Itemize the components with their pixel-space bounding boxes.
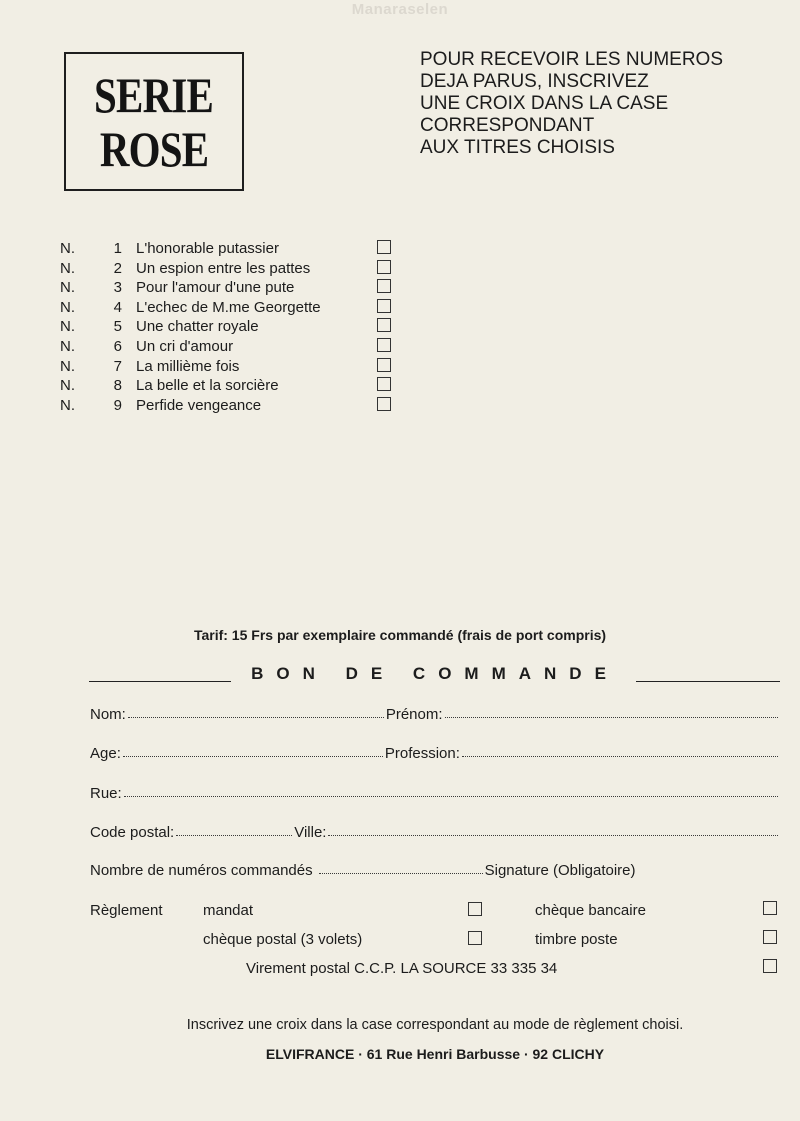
intro-line: UNE CROIX DANS LA CASE bbox=[420, 93, 669, 114]
title-checkbox[interactable] bbox=[377, 338, 391, 352]
title-checkbox[interactable] bbox=[377, 260, 391, 274]
order-form-title: BON DE COMMANDE bbox=[251, 664, 619, 683]
title-number: 6 bbox=[113, 337, 122, 355]
serie-rose-logo bbox=[64, 52, 244, 191]
virement-checkbox[interactable] bbox=[763, 959, 777, 973]
title-name: La belle et la sorcière bbox=[136, 377, 279, 395]
prenom-field[interactable] bbox=[445, 716, 778, 718]
ville-label: Ville: bbox=[294, 824, 327, 841]
age-field[interactable] bbox=[123, 755, 383, 757]
watermark: Manaraselen bbox=[351, 1, 449, 18]
name-row bbox=[90, 706, 780, 723]
timbre-poste-checkbox[interactable] bbox=[763, 930, 777, 944]
intro-line: DEJA PARUS, INSCRIVEZ bbox=[420, 71, 649, 92]
timbre-poste-label: timbre poste bbox=[535, 931, 618, 948]
title-name: Un cri d'amour bbox=[136, 337, 234, 355]
title-checkbox[interactable] bbox=[377, 358, 391, 372]
tarif-text: Tarif: 15 Frs par exemplaire commandé (frais de port compris) bbox=[193, 627, 607, 643]
title-checkbox[interactable] bbox=[377, 318, 391, 332]
title-number: 1 bbox=[113, 240, 122, 257]
signature-label: Signature (Obligatoire) bbox=[484, 862, 636, 879]
title-number: 9 bbox=[113, 396, 122, 414]
title-number: 2 bbox=[113, 259, 122, 277]
title-number: 5 bbox=[113, 318, 122, 336]
mandat-checkbox[interactable] bbox=[468, 902, 482, 916]
title-name: L'honorable putassier bbox=[136, 240, 279, 257]
title-name: Pour l'amour d'une pute bbox=[136, 279, 295, 297]
title-checkbox[interactable] bbox=[377, 240, 391, 254]
footer-instruction: Inscrivez une croix dans la case correspondant au mode de règlement choisi. bbox=[186, 1017, 684, 1033]
title-name: Une chatter royale bbox=[136, 318, 259, 336]
rue-label: Rue: bbox=[90, 785, 122, 802]
rue-row bbox=[90, 785, 780, 802]
title-name: Un espion entre les pattes bbox=[136, 259, 311, 277]
logo-line-1: SERIE bbox=[94, 66, 214, 123]
age-label: Age: bbox=[90, 745, 121, 762]
footer-address: ELVIFRANCE · 61 Rue Henri Barbusse · 92 CLICHY bbox=[265, 1046, 605, 1062]
quantity-row bbox=[90, 862, 780, 879]
intro-text bbox=[420, 49, 723, 159]
title-checkbox[interactable] bbox=[377, 279, 391, 293]
cheque-bancaire-checkbox[interactable] bbox=[763, 901, 777, 915]
title-number: 7 bbox=[113, 357, 122, 375]
logo-line-2: ROSE bbox=[99, 120, 209, 177]
intro-line: CORRESPONDANT bbox=[420, 115, 595, 136]
title-prefix: N. bbox=[60, 357, 75, 375]
ville-field[interactable] bbox=[328, 834, 778, 836]
nombre-field[interactable] bbox=[319, 872, 483, 874]
title-prefix: N. bbox=[60, 240, 75, 257]
prenom-label: Prénom: bbox=[385, 706, 443, 723]
title-checkbox[interactable] bbox=[377, 397, 391, 411]
title-name: La millième fois bbox=[136, 357, 240, 375]
title-name: L'echec de M.me Georgette bbox=[136, 298, 321, 316]
profession-label: Profession: bbox=[384, 745, 460, 762]
nombre-label: Nombre de numéros commandés bbox=[90, 862, 313, 879]
title-prefix: N. bbox=[60, 396, 75, 414]
title-checkbox[interactable] bbox=[377, 299, 391, 313]
title-number: 4 bbox=[113, 298, 122, 316]
nom-field[interactable] bbox=[128, 716, 384, 718]
intro-line: AUX TITRES CHOISIS bbox=[420, 137, 615, 158]
postal-row bbox=[90, 824, 780, 841]
divider-right bbox=[636, 681, 780, 682]
reglement-label: Règlement bbox=[90, 902, 163, 919]
virement-label: Virement postal C.C.P. LA SOURCE 33 335 34 bbox=[246, 960, 558, 977]
title-prefix: N. bbox=[60, 318, 75, 336]
cheque-bancaire-label: chèque bancaire bbox=[535, 902, 646, 919]
title-prefix: N. bbox=[60, 337, 75, 355]
cheque-postal-checkbox[interactable] bbox=[468, 931, 482, 945]
title-name: Perfide vengeance bbox=[136, 396, 262, 414]
intro-line: POUR RECEVOIR LES NUMEROS bbox=[420, 49, 723, 70]
code-postal-label: Code postal: bbox=[90, 824, 175, 841]
rue-field[interactable] bbox=[124, 795, 778, 797]
title-number: 8 bbox=[113, 377, 122, 395]
age-row bbox=[90, 745, 780, 762]
code-postal-field[interactable] bbox=[176, 834, 292, 836]
mandat-label: mandat bbox=[203, 902, 254, 919]
title-number: 3 bbox=[113, 279, 122, 297]
title-prefix: N. bbox=[60, 298, 75, 316]
title-prefix: N. bbox=[60, 377, 75, 395]
cheque-postal-label: chèque postal (3 volets) bbox=[203, 931, 363, 948]
profession-field[interactable] bbox=[462, 755, 778, 757]
title-checkbox[interactable] bbox=[377, 377, 391, 391]
title-prefix: N. bbox=[60, 259, 75, 277]
nom-label: Nom: bbox=[90, 706, 126, 723]
title-prefix: N. bbox=[60, 279, 75, 297]
